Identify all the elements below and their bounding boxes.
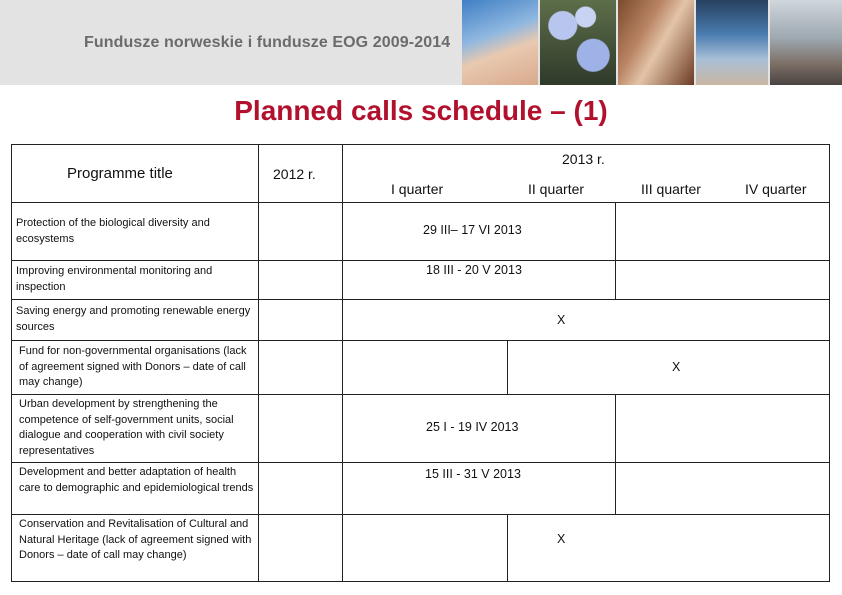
row-2-schedule: 18 III - 20 V 2013 bbox=[426, 263, 522, 277]
col-header-q2: II quarter bbox=[528, 181, 585, 197]
header-banner bbox=[0, 0, 842, 85]
row-6-schedule: 15 III - 31 V 2013 bbox=[425, 467, 521, 481]
row-1-schedule: 29 III– 17 VI 2013 bbox=[423, 223, 522, 237]
row-4-schedule: X bbox=[672, 360, 681, 374]
child-photo bbox=[462, 0, 538, 85]
row-4-title: Fund for non-governmental organisations (lack of agreement signed with Donors – date of call may change) bbox=[19, 345, 247, 388]
row-3-schedule: X bbox=[557, 313, 566, 327]
row-7-title: Conservation and Revitalisation of Cultural and Natural Heritage (lack of agreement signed with Donors – date of call may change) bbox=[19, 518, 252, 561]
col-header-q4: IV quarter bbox=[745, 181, 807, 197]
crowd-photo bbox=[770, 0, 842, 85]
row-2-title: Improving environmental monitoring and inspection bbox=[16, 265, 213, 293]
col-header-programme: Programme title bbox=[67, 165, 173, 182]
row-3-title: Saving energy and promoting renewable energy sources bbox=[16, 305, 251, 333]
row-7-schedule: X bbox=[557, 532, 566, 546]
col-header-2013: 2013 r. bbox=[562, 151, 605, 167]
row-1-title: Protection of the biological diversity and ecosystems bbox=[16, 217, 210, 245]
col-header-q1: I quarter bbox=[391, 181, 444, 197]
row-5-title: Urban development by strengthening the competence of self-government units, social dialogue and cooperation with civil society representatives bbox=[19, 398, 234, 457]
row-6-title: Development and better adaptation of health care to demographic and epidemiological trends bbox=[19, 466, 254, 494]
hands-photo bbox=[618, 0, 694, 85]
row-5-schedule: 25 I - 19 IV 2013 bbox=[426, 420, 519, 434]
col-header-q3: III quarter bbox=[641, 181, 701, 197]
flowers-photo bbox=[540, 0, 616, 85]
col-header-2012: 2012 r. bbox=[273, 166, 316, 182]
header-title: Fundusze norweskie i fundusze EOG 2009-2014 bbox=[84, 34, 451, 51]
computer-photo bbox=[696, 0, 768, 85]
slide-title: Planned calls schedule – (1) bbox=[234, 95, 608, 126]
